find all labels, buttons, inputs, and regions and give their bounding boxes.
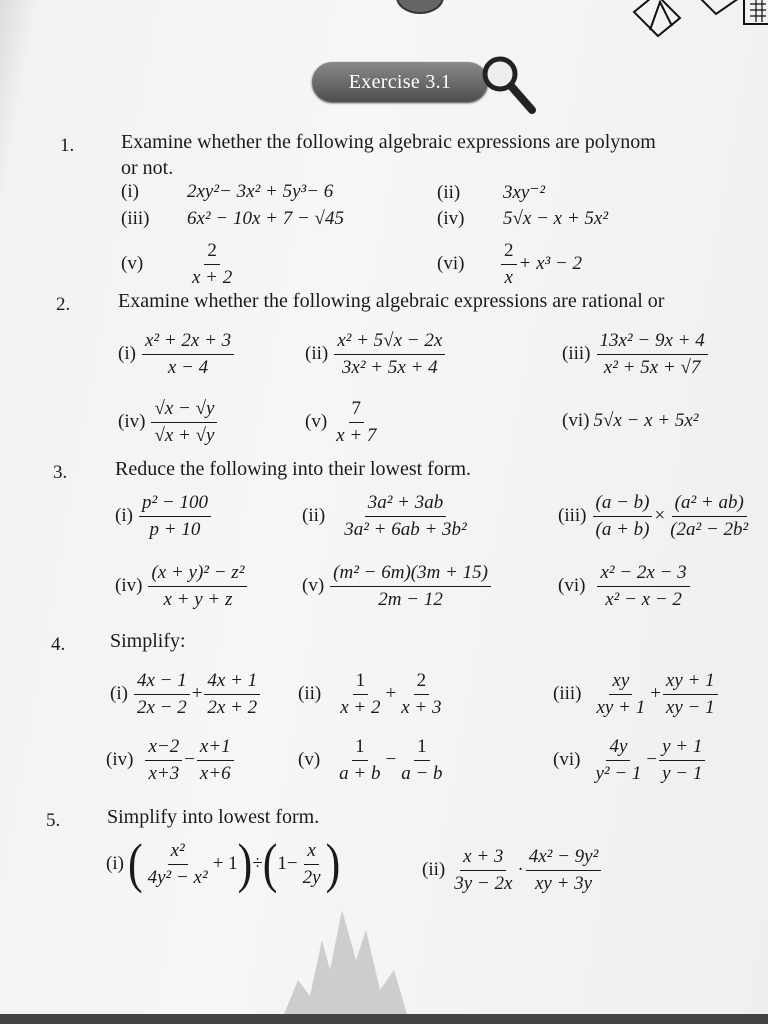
question-3-text: Reduce the following into their lowest form.	[115, 458, 472, 480]
fraction	[501, 240, 517, 289]
fraction	[597, 562, 689, 611]
q1-item-vi	[437, 240, 582, 289]
item-label: (vi)	[562, 410, 590, 431]
question-2-text: Examine whether the following algebraic expressions are rational or	[118, 290, 665, 312]
numerator: x+1	[197, 736, 234, 761]
item-label: (iv)	[437, 208, 465, 229]
fraction	[300, 840, 324, 889]
fraction	[134, 670, 190, 719]
denominator: 3x² + 5x + 4	[341, 356, 438, 378]
fraction	[336, 736, 383, 785]
q5-item-ii	[422, 846, 603, 895]
open-paren: (	[262, 833, 278, 895]
q4-item-ii	[298, 670, 446, 719]
fraction	[148, 562, 247, 611]
numerator: 2	[414, 670, 430, 695]
question-3-number: 3.	[53, 462, 68, 483]
open-paren: (	[127, 833, 143, 895]
q1-item-i	[121, 181, 333, 203]
item-label: (ii)	[422, 859, 446, 881]
page-title: Exercise 3.1	[348, 71, 452, 93]
numerator: y + 1	[659, 736, 705, 761]
q2-item-iv	[118, 398, 219, 447]
item-label: (ii)	[298, 683, 322, 705]
item-label: (i)	[106, 853, 124, 875]
denominator: x + 7	[336, 424, 377, 446]
expression: 3xy⁻²	[503, 182, 546, 203]
denominator: x − 4	[167, 356, 209, 378]
close-paren: )	[237, 833, 253, 895]
fraction	[667, 492, 751, 541]
denominator: (a + b)	[595, 518, 650, 540]
numerator: 4x + 1	[204, 670, 260, 695]
fraction	[145, 736, 182, 785]
numerator: x² − 2x − 3	[597, 562, 689, 587]
denominator: x+6	[199, 762, 231, 784]
fraction	[597, 330, 708, 379]
fraction	[142, 330, 234, 379]
denominator: p + 10	[149, 518, 201, 540]
fraction	[663, 670, 718, 719]
question-4-number: 4.	[51, 634, 66, 655]
denominator: 3a² + 6ab + 3b²	[344, 518, 467, 540]
numerator: xy + 1	[663, 670, 718, 695]
q3-item-vi	[558, 562, 692, 611]
numerator: 1	[352, 736, 368, 761]
fraction	[398, 736, 445, 785]
fraction	[341, 492, 470, 541]
numerator: 4x − 1	[134, 670, 190, 695]
denominator: 2x − 2	[136, 696, 187, 718]
item-label: (iii)	[121, 208, 150, 229]
denominator: √x + √y	[154, 424, 215, 446]
fraction	[659, 736, 705, 785]
numerator: √x − √y	[151, 398, 217, 423]
q2-item-i	[118, 330, 236, 379]
item-label: (v)	[305, 411, 328, 433]
numerator: 4x² − 9y²	[526, 846, 602, 871]
numerator: 1	[353, 670, 369, 695]
fraction	[189, 240, 235, 289]
item-label: (ii)	[437, 181, 461, 203]
bottom-edge	[0, 1014, 768, 1024]
item-label: (iv)	[115, 575, 143, 597]
item-label: (v)	[121, 253, 144, 275]
q3-item-v	[302, 562, 493, 611]
item-label: (iii)	[558, 505, 587, 527]
q2-item-v	[305, 398, 381, 447]
numerator: 3a² + 3ab	[365, 492, 447, 517]
expression: 6x² − 10x + 7 − √45	[187, 208, 344, 229]
question-5-number: 5.	[46, 810, 61, 831]
numerator: (a − b)	[593, 492, 653, 517]
q3-item-iv	[115, 562, 249, 611]
q4-item-i	[110, 670, 262, 719]
denominator: 2m − 12	[378, 588, 443, 610]
q5-item-i	[106, 833, 341, 895]
item-label: (i)	[121, 181, 139, 202]
question-5-text: Simplify into lowest form.	[107, 806, 320, 828]
denominator: xy − 1	[665, 696, 715, 718]
fraction	[139, 492, 211, 541]
denominator: 3y − 2x	[454, 872, 513, 894]
expression-rest: + x³ − 2	[518, 253, 583, 275]
q2-item-ii	[305, 330, 447, 379]
question-1-number: 1.	[60, 135, 75, 156]
numerator: x + 3	[460, 846, 506, 871]
numerator: 4y	[606, 736, 630, 761]
q4-item-vi	[553, 736, 707, 785]
denominator: x² + 5x + √7	[603, 356, 701, 378]
denominator: x+3	[148, 762, 180, 784]
denominator: x + 3	[401, 696, 442, 718]
numerator: xy	[609, 670, 632, 695]
denominator: a − b	[401, 762, 443, 784]
item-label: (ii)	[302, 505, 326, 527]
operator: ÷	[252, 853, 263, 875]
q1-item-iv	[437, 208, 608, 230]
numerator: p² − 100	[139, 492, 211, 517]
denominator: xy + 3y	[534, 872, 593, 894]
question-1-text-2: or not.	[121, 157, 174, 179]
fraction	[334, 330, 445, 379]
item-label: (vi)	[558, 575, 586, 597]
q3-item-ii	[302, 492, 472, 541]
fraction	[337, 670, 383, 719]
operator: −	[385, 749, 397, 771]
numerator: 13x² − 9x + 4	[597, 330, 708, 355]
item-label: (iv)	[106, 749, 134, 771]
one-minus: 1−	[277, 853, 298, 875]
numerator: x	[304, 840, 318, 865]
fraction	[145, 840, 211, 889]
operator: −	[646, 749, 658, 771]
item-label: (v)	[298, 749, 321, 771]
question-2-number: 2.	[56, 294, 71, 315]
fraction	[204, 670, 260, 719]
item-label: (i)	[110, 683, 128, 705]
operator: +	[385, 683, 397, 705]
q4-item-iii	[553, 670, 720, 719]
fraction	[526, 846, 602, 895]
q2-item-vi	[562, 410, 699, 432]
fraction	[594, 670, 649, 719]
numerator: x−2	[145, 736, 182, 761]
operator: +	[191, 683, 203, 705]
fraction	[593, 492, 653, 541]
question-4-text: Simplify:	[110, 630, 186, 652]
item-label: (v)	[302, 575, 325, 597]
denominator: x	[504, 266, 513, 288]
denominator: x + y + z	[163, 588, 233, 610]
q3-item-iii	[558, 492, 753, 541]
operator: −	[184, 749, 195, 771]
numerator: 2	[501, 240, 517, 265]
q1-item-iii	[121, 208, 344, 230]
denominator: y − 1	[662, 762, 703, 784]
expression: 5√x − x + 5x²	[593, 410, 699, 431]
expression: 2xy²− 3x² + 5y³− 6	[187, 181, 334, 202]
numerator: x² + 2x + 3	[142, 330, 234, 355]
numerator: 7	[349, 398, 365, 423]
fraction	[151, 398, 217, 447]
denominator: 2x + 2	[207, 696, 258, 718]
fraction	[197, 736, 234, 785]
numerator: 1	[414, 736, 430, 761]
numerator: (a² + ab)	[672, 492, 747, 517]
denominator: a + b	[339, 762, 381, 784]
denominator: x + 2	[192, 266, 233, 288]
operator: ·	[517, 859, 524, 881]
operator: ×	[654, 505, 666, 527]
fraction	[398, 670, 444, 719]
magnifier-icon	[478, 54, 538, 116]
denominator: y² − 1	[595, 762, 642, 784]
q2-item-iii	[562, 330, 710, 379]
operator: +	[650, 683, 661, 705]
item-label: (i)	[115, 505, 133, 527]
denominator: (2a² − 2b²	[670, 518, 749, 540]
denominator: x² − x − 2	[605, 588, 682, 610]
q3-item-i	[115, 492, 213, 541]
numerator: x²	[168, 840, 188, 865]
fraction	[592, 736, 644, 785]
q4-item-v	[298, 736, 448, 785]
exercise-header-badge	[312, 62, 488, 102]
item-label: (ii)	[305, 343, 329, 365]
q1-item-ii	[437, 181, 545, 204]
question-1-text: Examine whether the following algebraic expressions are polynom	[121, 131, 656, 153]
fraction	[333, 398, 379, 447]
denominator: 2y	[302, 866, 321, 888]
fraction	[330, 562, 491, 611]
q4-item-iv	[106, 736, 236, 785]
numerator: (m² − 6m)(3m + 15)	[330, 562, 491, 587]
item-label: (iii)	[562, 343, 591, 365]
close-paren: )	[325, 833, 341, 895]
item-label: (vi)	[553, 749, 581, 771]
numerator: x² + 5√x − 2x	[334, 330, 445, 355]
item-label: (iv)	[118, 411, 146, 433]
numerator: (x + y)² − z²	[148, 562, 247, 587]
denominator: 4y² − x²	[147, 866, 208, 888]
numerator: 2	[204, 240, 220, 265]
item-label: (i)	[118, 343, 136, 365]
geometry-tools-icon	[628, 0, 768, 40]
item-label: (vi)	[437, 253, 465, 275]
item-label: (iii)	[553, 683, 582, 705]
denominator: xy + 1	[596, 696, 646, 718]
fraction	[451, 846, 515, 895]
shadow-artifact	[270, 900, 430, 1024]
expression: 5√x − x + 5x²	[503, 208, 609, 229]
plus-one: + 1	[212, 853, 238, 875]
denominator: x + 2	[340, 696, 381, 718]
q1-item-v	[121, 240, 237, 289]
